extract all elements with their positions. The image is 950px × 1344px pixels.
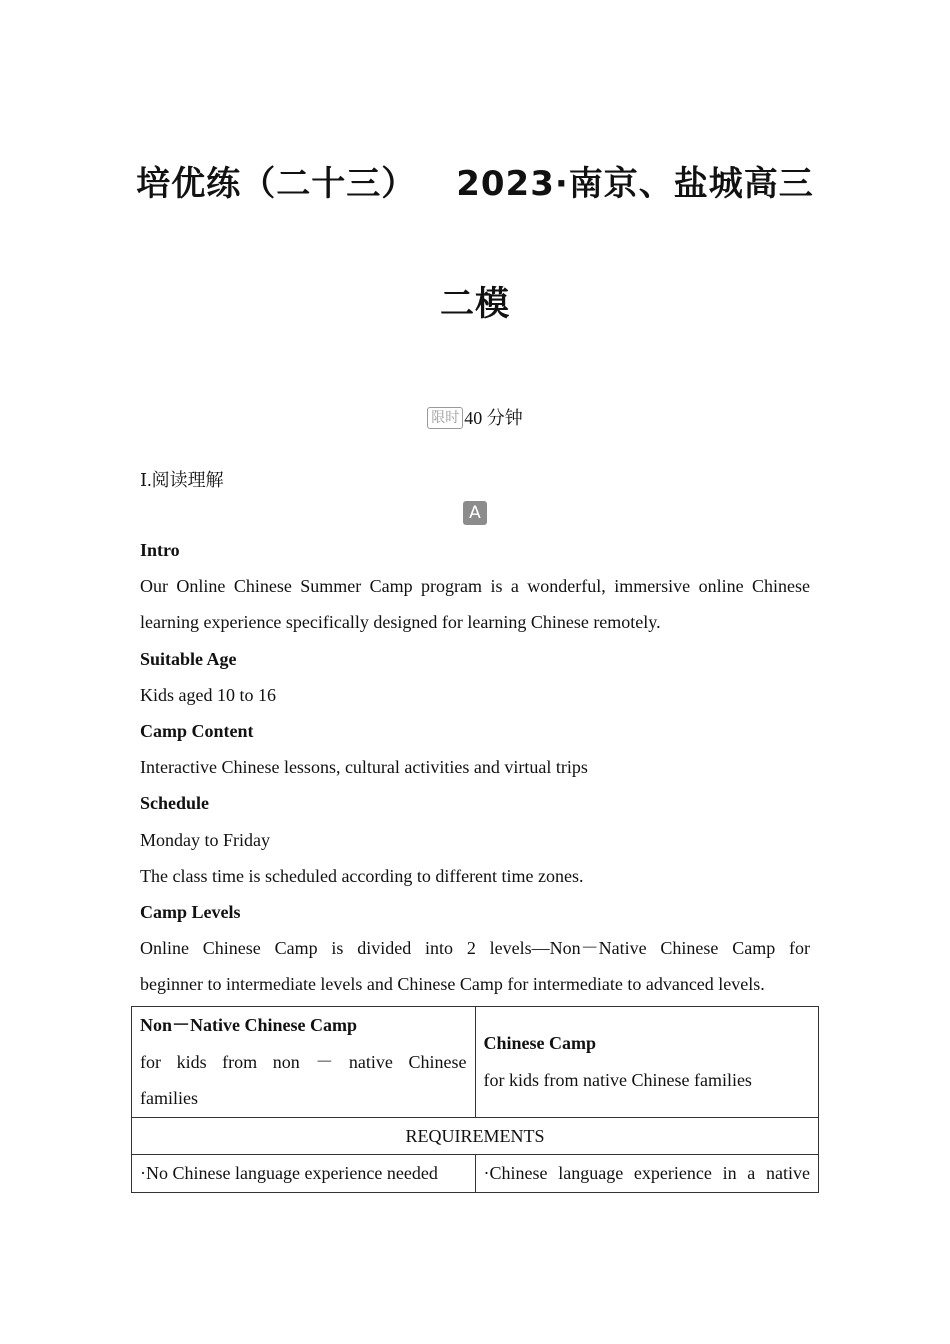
title-part-right: 2023·南京、盐城高三	[456, 164, 814, 204]
requirement-native-text: ·Chinese language experience in a native	[483, 1163, 810, 1183]
intro-heading: Intro	[140, 540, 180, 560]
levels-line: Online Chinese Camp is divided into 2 levels—Non－Native Chinese Camp for	[140, 938, 810, 959]
chinese-camp-desc: for kids from native Chinese families	[483, 1069, 752, 1090]
schedule-line: The class time is scheduled according to different time zones.	[140, 865, 584, 886]
levels-line: beginner to intermediate levels and Chinese Camp for intermediate to advanced levels.	[140, 974, 765, 995]
non-native-camp-title: Non－Native Chinese Camp	[140, 1015, 358, 1035]
intro-line: learning experience specifically designed for learning Chinese remotely.	[140, 612, 661, 633]
time-limit	[0, 404, 950, 430]
table-row	[132, 1007, 819, 1118]
levels-heading: Camp Levels	[140, 902, 241, 923]
time-limit-text: 40 分钟	[464, 408, 523, 428]
passage-body	[140, 532, 810, 1003]
table-row	[132, 1117, 819, 1155]
title-part-left: 培优练（二十三）	[136, 164, 417, 204]
non-native-camp-desc: families	[140, 1088, 198, 1108]
document-title-line2: 二模	[440, 284, 510, 324]
passage-letter-badge: A	[463, 501, 487, 525]
content-text: Interactive Chinese lessons, cultural activities and virtual trips	[140, 757, 588, 778]
age-text: Kids aged 10 to 16	[140, 684, 276, 705]
schedule-line: Monday to Friday	[140, 829, 270, 850]
requirement-non-native: ·No Chinese language experience needed	[132, 1155, 476, 1193]
content-heading: Camp Content	[140, 721, 254, 742]
requirement-native	[475, 1155, 819, 1193]
camp-levels-table	[131, 1006, 819, 1193]
table-row	[132, 1155, 819, 1193]
time-limit-badge: 限时	[427, 407, 463, 429]
intro-line: Our Online Chinese Summer Camp program is a wonderful, immersive online Chinese	[140, 576, 810, 597]
document-title-line1	[0, 156, 950, 205]
schedule-heading: Schedule	[140, 793, 210, 814]
chinese-camp-title: Chinese Camp	[483, 1033, 597, 1054]
age-heading: Suitable Age	[140, 648, 237, 669]
table-cell-native	[475, 1007, 819, 1118]
section-heading: Ⅰ.阅读理解	[140, 470, 224, 490]
non-native-camp-desc: for kids from non － native Chinese	[140, 1051, 467, 1072]
requirements-header: REQUIREMENTS	[132, 1117, 819, 1155]
table-cell-non-native	[132, 1007, 476, 1118]
